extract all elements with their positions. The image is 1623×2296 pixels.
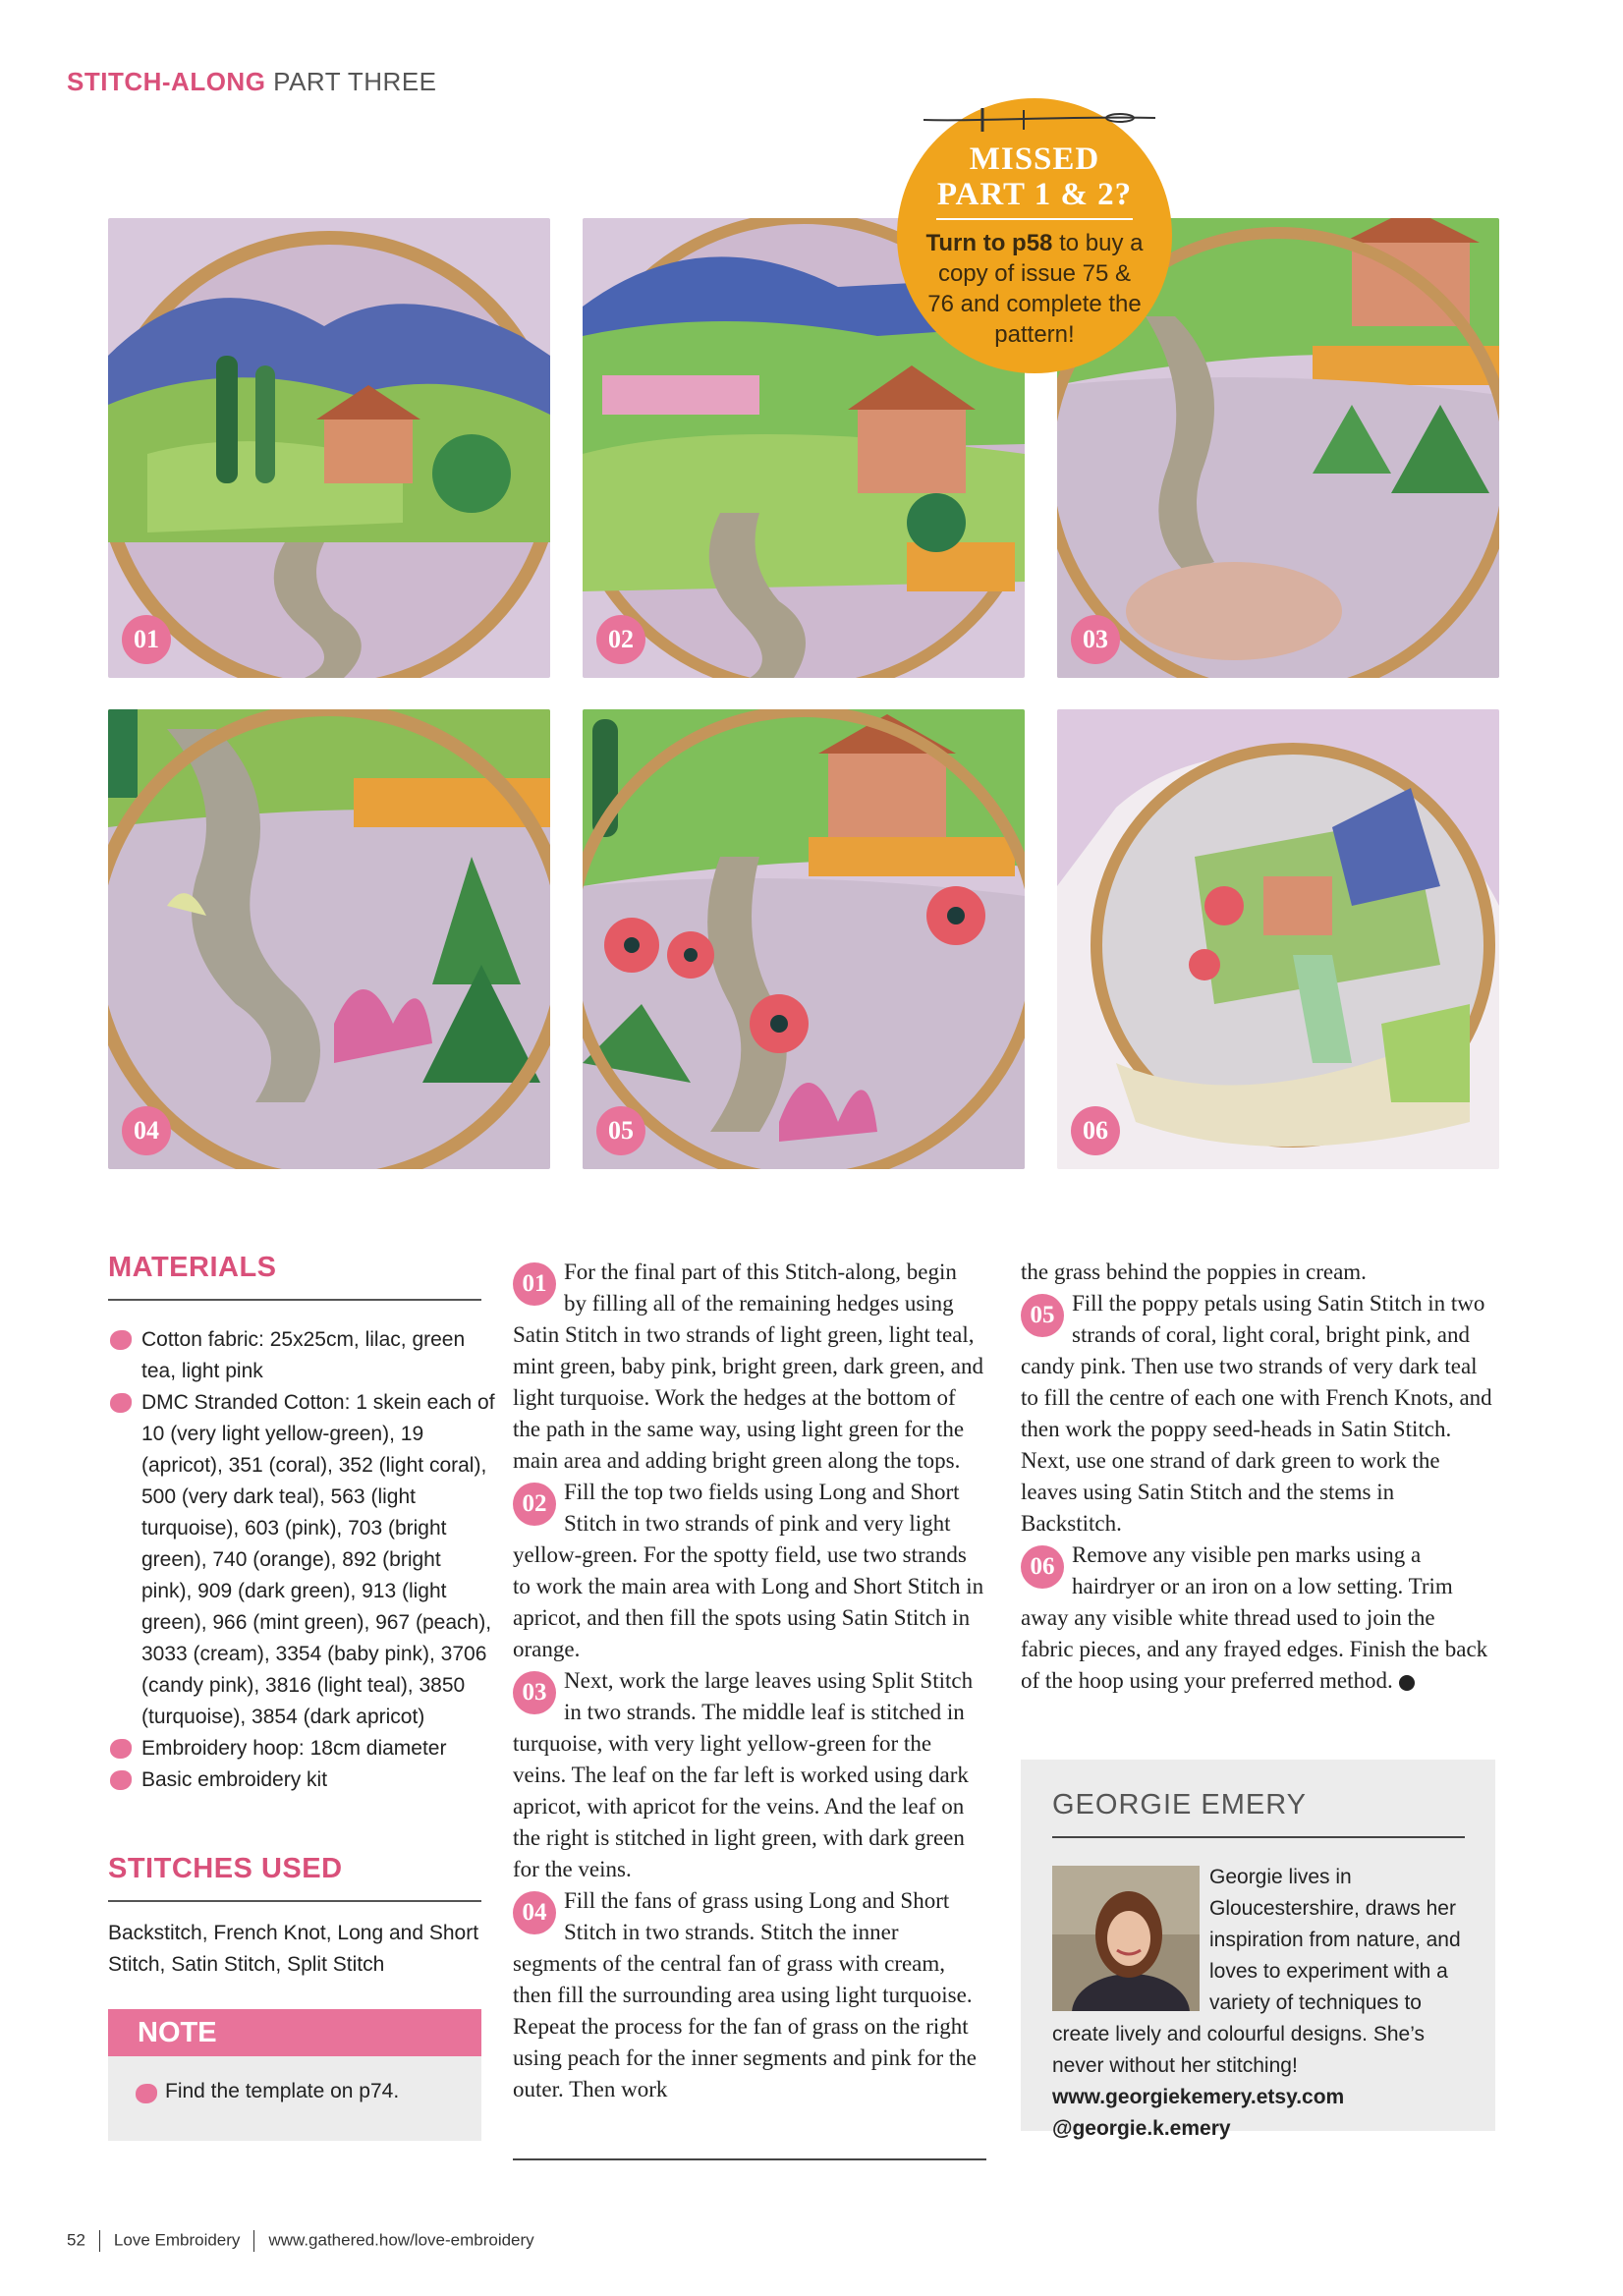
instructions-column-1 bbox=[513, 1257, 984, 2105]
section-label: STITCH-ALONG bbox=[67, 67, 266, 96]
materials-item: Embroidery hoop: 18cm diameter bbox=[141, 1733, 495, 1764]
designer-bio-box bbox=[1021, 1760, 1495, 2140]
bio-divider bbox=[1052, 1836, 1465, 1838]
step-text: Remove any visible pen marks using a hairdryer or an iron on a low setting. Trim away any visible white thread used to join the fabric pieces, and any frayed edges. Finish the back of the hoop using your preferred method. bbox=[1021, 1542, 1488, 1693]
step-number: 05 bbox=[1021, 1294, 1064, 1337]
photo-number-badge: 05 bbox=[596, 1106, 645, 1155]
step-text: the grass behind the poppies in cream. bbox=[1021, 1260, 1367, 1284]
step-photo-01 bbox=[108, 218, 550, 678]
step-photo-04 bbox=[108, 709, 550, 1169]
thread-bullet-icon bbox=[110, 1330, 132, 1350]
missed-divider bbox=[936, 218, 1133, 220]
magazine-name: Love Embroidery bbox=[113, 2230, 241, 2250]
step-number: 02 bbox=[513, 1483, 556, 1526]
part-label: PART THREE bbox=[273, 67, 437, 96]
photo-number-badge: 02 bbox=[596, 615, 645, 664]
end-mark-icon bbox=[1399, 1675, 1415, 1691]
section-header bbox=[67, 67, 437, 97]
page-footer bbox=[67, 2230, 534, 2252]
materials-item: Cotton fabric: 25x25cm, lilac, green tea, light pink bbox=[141, 1324, 495, 1387]
stitches-text: Backstitch, French Knot, Long and Short Stitch, Satin Stitch, Split Stitch bbox=[108, 1922, 479, 1976]
missed-page-ref: Turn to p58 bbox=[925, 230, 1053, 256]
missed-parts-promo bbox=[897, 98, 1172, 373]
step-05 bbox=[1021, 1288, 1492, 1540]
hoop-embroidery-image bbox=[1057, 709, 1499, 1169]
missed-title-line2: PART 1 & 2? bbox=[936, 177, 1133, 212]
step-number: 06 bbox=[1021, 1545, 1064, 1589]
stitches-divider bbox=[108, 1900, 481, 1902]
step-text: Next, work the large leaves using Split Stitch in two strands. The middle leaf is stitched in turquoise, with very light yellow-green for the veins. The leaf on the far left is worked using dark apricot, with apricot for the veins. And the leaf on the right is stitched in light green, with dark green for the veins. bbox=[513, 1668, 974, 1881]
footer-separator bbox=[99, 2230, 100, 2252]
thread-bullet-icon bbox=[136, 2084, 157, 2103]
step-number: 03 bbox=[513, 1671, 556, 1714]
step-text: For the final part of this Stitch-along, begin by filling all of the remaining hedges using Satin Stitch in two strands of light green, light teal, mint green, baby pink, bright green, dark green, and light turquoise. Work the hedges at the bottom of the path in the same way, using light green for the main area and adding bright green along the tops. bbox=[513, 1260, 984, 1473]
thread-bullet-icon bbox=[110, 1770, 132, 1790]
materials-title: MATERIALS bbox=[108, 1252, 277, 1283]
magazine-url[interactable]: www.gathered.how/love-embroidery bbox=[268, 2230, 534, 2250]
instructions-column-2 bbox=[1021, 1257, 1492, 1697]
designer-bio bbox=[1052, 1862, 1475, 2145]
step-03 bbox=[513, 1665, 984, 1885]
step-04-continued bbox=[1021, 1257, 1492, 1288]
step-text: Fill the poppy petals using Satin Stitch in two strands of coral, light coral, bright pink, and candy pink. Then use two strands of very dark teal to fill the centre of each one with French Knots, and then work the poppy seed-heads in Satin Stitch. Next, use one strand of dark green to work the leaves using Satin Stitch and the stems in Backstitch. bbox=[1021, 1291, 1492, 1536]
step-number: 01 bbox=[513, 1262, 556, 1306]
designer-social-handle[interactable]: @georgie.k.emery bbox=[1052, 2117, 1231, 2140]
step-01 bbox=[513, 1257, 984, 1477]
column-end-rule bbox=[513, 2158, 986, 2160]
bio-text: Georgie lives in Gloucestershire, draws her inspiration from nature, and loves to experiment with a variety of techniques to create lively and colourful designs. She’s never without her stitching! bbox=[1052, 1866, 1461, 2077]
note-text: Find the template on p74. bbox=[165, 2080, 400, 2102]
step-06 bbox=[1021, 1540, 1492, 1697]
step-text: Fill the fans of grass using Long and Short Stitch in two strands. Stitch the inner segments of the central fan of grass with cream, then fill the surrounding area using light turquoise. Repeat the process for the fan of grass on the right using peach for the inner segments and pink for the outer. Then work bbox=[513, 1888, 978, 2101]
stitches-title: STITCHES USED bbox=[108, 1853, 343, 1884]
materials-item: DMC Stranded Cotton: 1 skein each of 10 (very light yellow-green), 19 (apricot), 351 (coral), 352 (light coral), 500 (very dark teal), 563 (light turquoise), 603 (pink), 703 (bright green), 740 (orange), 892 (bright pink), 909 (dark green), 913 (light green), 966 (mint green), 967 (peach), 3033 (cream), 3354 (baby pink), 3706 (candy pink), 3816 (light teal), 3850 (turquoise), 3854 (dark apricot) bbox=[141, 1387, 495, 1733]
step-number: 04 bbox=[513, 1891, 556, 1934]
footer-separator bbox=[253, 2230, 254, 2252]
photo-number-badge: 01 bbox=[122, 615, 171, 664]
step-text: Fill the top two fields using Long and Short Stitch in two strands of pink and very light yellow-green. For the spotty field, use two strands to work the main area with Long and Short Stitch in apricot, and then fill the spots using Satin Stitch in orange. bbox=[513, 1480, 984, 1661]
hoop-embroidery-image bbox=[108, 218, 550, 678]
missed-body-text: to buy a copy of issue 75 & 76 and complete the pattern! bbox=[927, 230, 1144, 348]
step-02 bbox=[513, 1477, 984, 1665]
materials-list bbox=[141, 1324, 495, 1796]
needle-thread-icon bbox=[923, 104, 1159, 134]
thread-bullet-icon bbox=[110, 1739, 132, 1759]
photo-number-badge: 03 bbox=[1071, 615, 1120, 664]
missed-body bbox=[897, 228, 1172, 350]
materials-divider bbox=[108, 1299, 481, 1301]
note-title: NOTE bbox=[108, 2009, 481, 2056]
step-photo-05 bbox=[583, 709, 1025, 1169]
photo-number-badge: 06 bbox=[1071, 1106, 1120, 1155]
photo-number-badge: 04 bbox=[122, 1106, 171, 1155]
missed-title-line1: MISSED bbox=[969, 141, 1100, 177]
hoop-embroidery-image bbox=[583, 709, 1025, 1169]
thread-bullet-icon bbox=[110, 1393, 132, 1413]
step-04 bbox=[513, 1885, 984, 2105]
hoop-embroidery-image bbox=[108, 709, 550, 1169]
designer-name: GEORGIE EMERY bbox=[1052, 1789, 1308, 1820]
note-box bbox=[108, 2009, 481, 2141]
designer-website-link[interactable]: www.georgiekemery.etsy.com bbox=[1052, 2086, 1345, 2108]
step-photo-06 bbox=[1057, 709, 1499, 1169]
page-number: 52 bbox=[67, 2230, 85, 2250]
materials-item: Basic embroidery kit bbox=[141, 1764, 495, 1796]
